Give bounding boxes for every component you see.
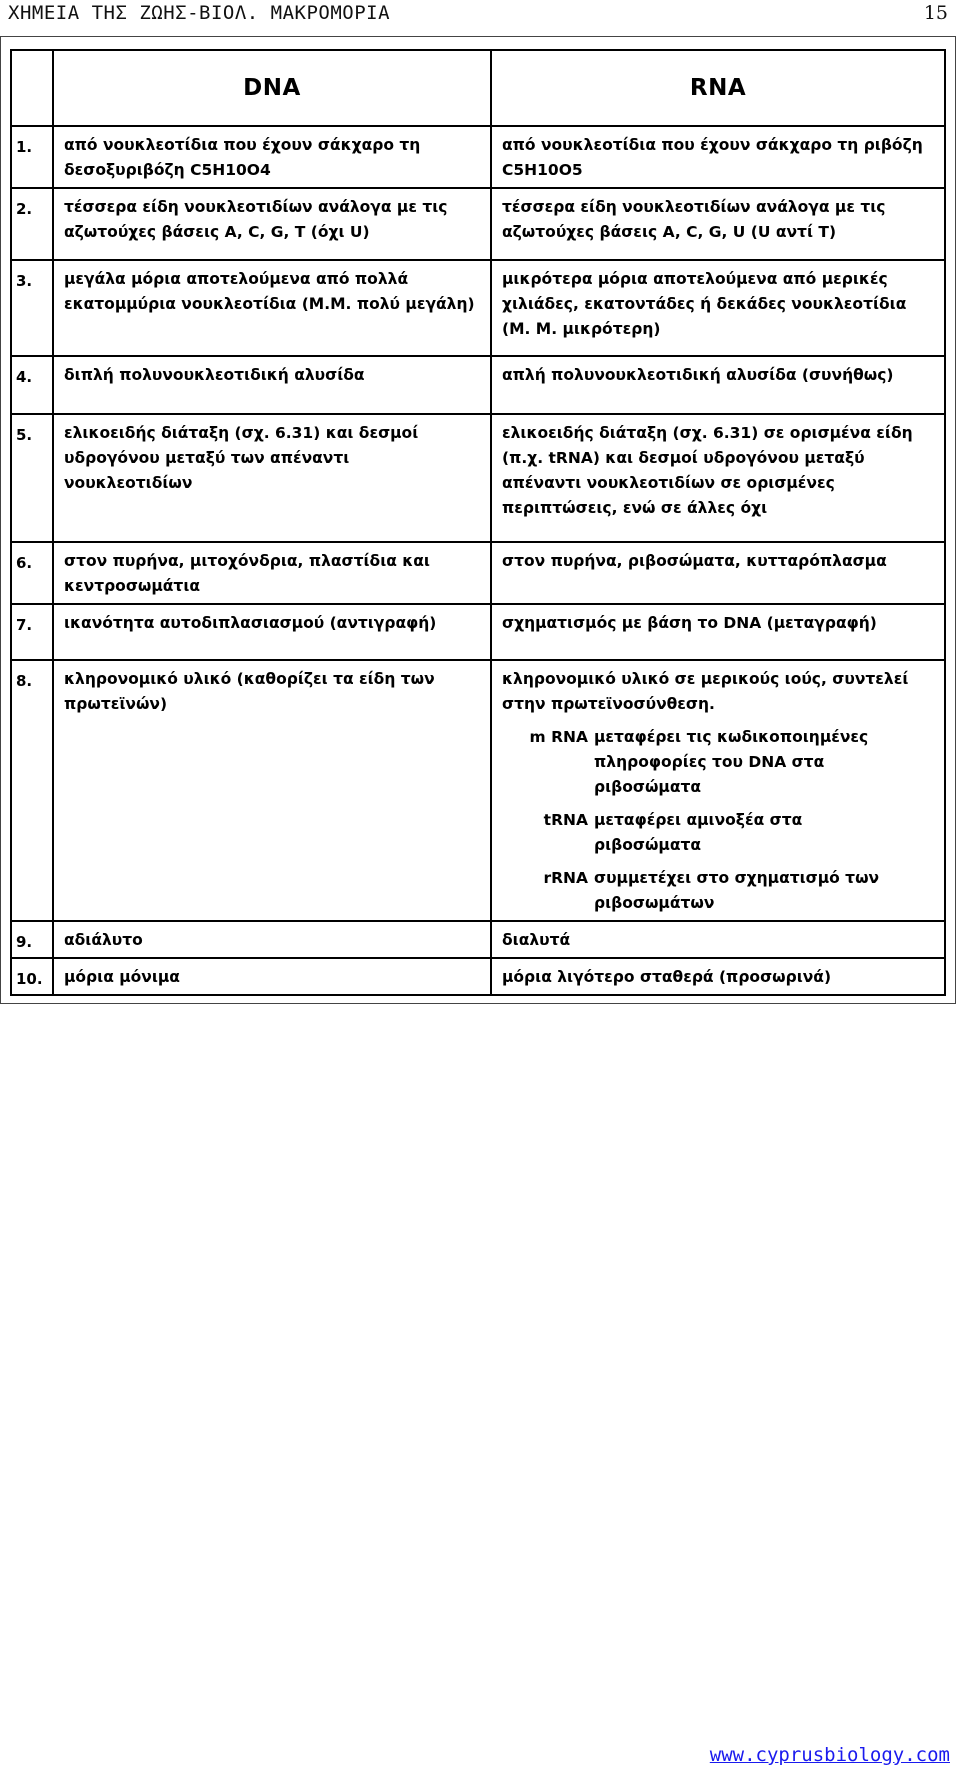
rna-cell: από νουκλεοτίδια που έχουν σάκχαρο τη ριβόζη C5H10O5: [491, 126, 945, 188]
rna-cell: σχηματισμός με βάση το DNA (μεταγραφή): [491, 604, 945, 660]
website-link[interactable]: www.cyprusbiology.com: [709, 1744, 950, 1766]
dna-cell: ελικοειδής διάταξη (σχ. 6.31) και δεσμοί υδρογόνου μεταξύ των απέναντι νουκλεοτιδίων: [53, 414, 491, 542]
dna-cell: μεγάλα μόρια αποτελούμενα από πολλά εκατομμύρια νουκλεοτίδια (Μ.Μ. πολύ μεγάλη): [53, 260, 491, 356]
table-header-row: [11, 50, 945, 126]
row-number: 9.: [11, 921, 53, 958]
dna-cell: τέσσερα είδη νουκλεοτιδίων ανάλογα με τις αζωτούχες βάσεις A, C, G, T (όχι U): [53, 188, 491, 260]
header-num: [11, 50, 53, 126]
rna-type-item: [502, 725, 936, 800]
dna-cell: κληρονομικό υλικό (καθορίζει τα είδη των πρωτεϊνών): [53, 660, 491, 921]
rna-type-item: [502, 808, 936, 858]
document-title: ΧΗΜΕΙΑ ΤΗΣ ΖΩΗΣ-ΒΙΟΛ. ΜΑΚΡΟΜΟΡΙΑ: [8, 2, 391, 24]
table-row: [11, 542, 945, 604]
dna-cell: διπλή πολυνουκλεοτιδική αλυσίδα: [53, 356, 491, 414]
table-row: [11, 921, 945, 958]
rna-type-label: m RNA: [529, 728, 588, 746]
rna-type-label: rRNA: [543, 869, 588, 887]
row-number: 5.: [11, 414, 53, 542]
rna-type-text: συμμετέχει στο σχηματισμό των ριβοσωμάτων: [594, 869, 880, 912]
rna-cell: στον πυρήνα, ριβοσώματα, κυτταρόπλασμα: [491, 542, 945, 604]
table-row: [11, 660, 945, 921]
column-header-rna: RNA: [491, 50, 945, 126]
row-number: 3.: [11, 260, 53, 356]
rna-cell: ελικοειδής διάταξη (σχ. 6.31) σε ορισμένα είδη (π.χ. tRNA) και δεσμοί υδρογόνου μεταξύ απέναντι νουκλεοτιδίων σε ορισμένες περιπτώσεις, ενώ σε άλλες όχι: [491, 414, 945, 542]
rna-cell-main: κληρονομικό υλικό σε μερικούς ιούς, συντελεί στην πρωτεϊνοσύνθεση.: [502, 670, 909, 713]
rna-cell: μόρια λιγότερο σταθερά (προσωρινά): [491, 958, 945, 995]
table-row: [11, 958, 945, 995]
dna-cell: ικανότητα αυτοδιπλασιασμού (αντιγραφή): [53, 604, 491, 660]
row-number: 1.: [11, 126, 53, 188]
table-row: [11, 260, 945, 356]
table-row: [11, 356, 945, 414]
rna-type-label: tRNA: [543, 811, 588, 829]
rna-cell: διαλυτά: [491, 921, 945, 958]
row-number: 8.: [11, 660, 53, 921]
column-header-dna: DNA: [53, 50, 491, 126]
rna-type-text: μεταφέρει τις κωδικοποιημένες πληροφορίες του DNA στα ριβοσώματα: [594, 728, 869, 796]
dna-cell: στον πυρήνα, μιτοχόνδρια, πλαστίδια και κεντροσωμάτια: [53, 542, 491, 604]
rna-cell: τέσσερα είδη νουκλεοτιδίων ανάλογα με τις αζωτούχες βάσεις A, C, G, U (U αντί T): [491, 188, 945, 260]
row-number: 7.: [11, 604, 53, 660]
rna-cell: μικρότερα μόρια αποτελούμενα από μερικές χιλιάδες, εκατοντάδες ή δεκάδες νουκλεοτίδια (Μ. Μ. μικρότερη): [491, 260, 945, 356]
row-number: 6.: [11, 542, 53, 604]
dna-cell: μόρια μόνιμα: [53, 958, 491, 995]
row-number: 4.: [11, 356, 53, 414]
table-row: [11, 604, 945, 660]
dna-rna-comparison-table: [10, 49, 946, 996]
row-number: 2.: [11, 188, 53, 260]
page-header: [8, 0, 952, 28]
row-number: 10.: [11, 958, 53, 995]
rna-type-text: μεταφέρει αμινοξέα στα ριβοσώματα: [594, 811, 803, 854]
rna-cell: [491, 660, 945, 921]
table-row: [11, 188, 945, 260]
scanned-table-image: [0, 36, 956, 1004]
rna-type-item: [502, 866, 936, 916]
dna-cell: αδιάλυτο: [53, 921, 491, 958]
dna-cell: από νουκλεοτίδια που έχουν σάκχαρο τη δεσοξυριβόζη C5H10O4: [53, 126, 491, 188]
table-row: [11, 414, 945, 542]
table-row: [11, 126, 945, 188]
page-number: 15: [923, 2, 948, 24]
rna-cell: απλή πολυνουκλεοτιδική αλυσίδα (συνήθως): [491, 356, 945, 414]
